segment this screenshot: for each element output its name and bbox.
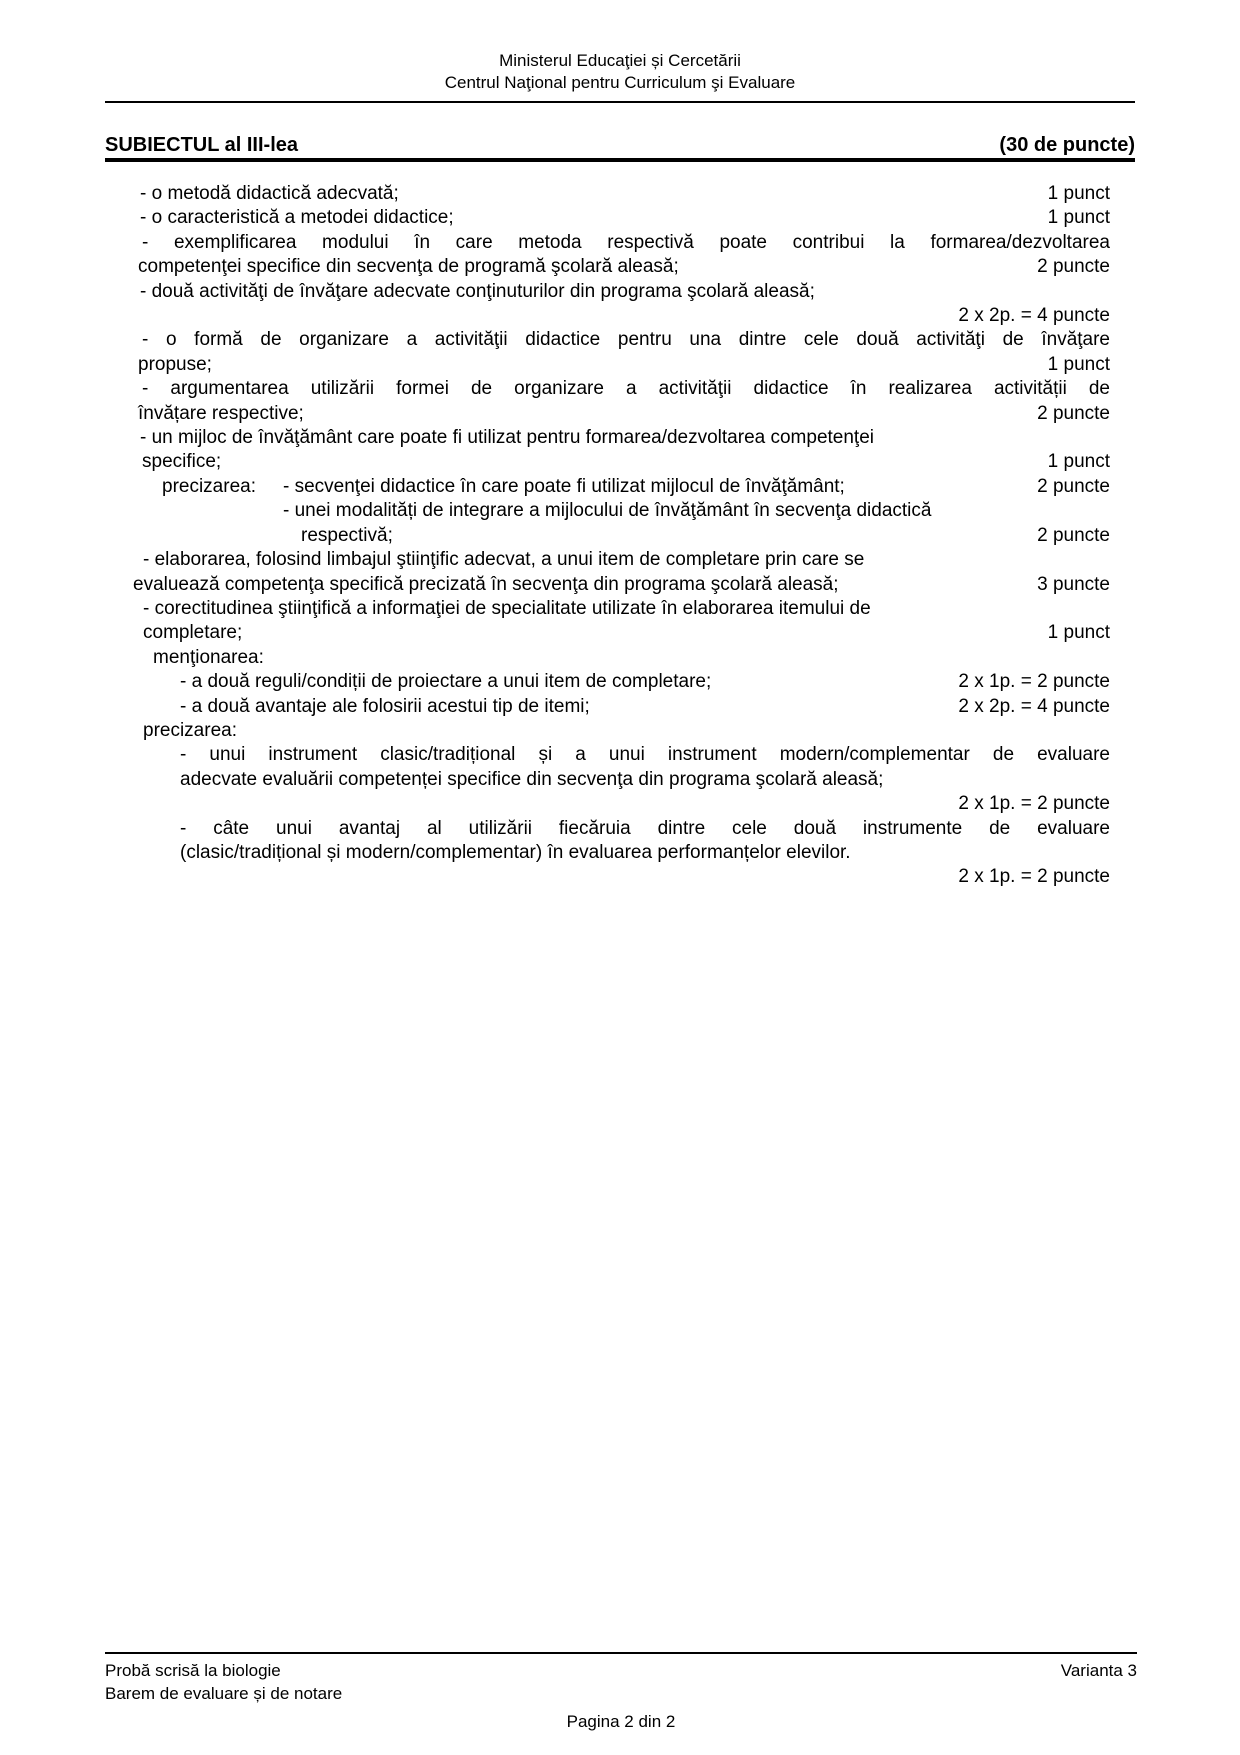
row-text: - o caracteristică a metodei didactice; <box>140 207 454 229</box>
row-left <box>138 353 212 377</box>
row-text: - câte unui avantaj al utilizării fiecăruia dintre cele două instrumente de evaluare <box>180 817 1110 839</box>
rubric-row <box>105 353 1135 377</box>
rubric-row <box>105 573 1135 597</box>
row-points: 2 puncte <box>1037 475 1110 497</box>
rubric-row <box>105 695 1135 719</box>
rubric-row <box>105 450 1135 474</box>
row-left <box>180 841 851 865</box>
row-text: (clasic/tradițional și modern/complementar) în evaluarea performanțelor elevilor. <box>180 841 851 863</box>
row-points: 2 puncte <box>1037 524 1110 546</box>
row-text: - exemplificarea modului în care metoda respectivă poate contribui la formarea/dezvoltarea <box>142 231 1110 253</box>
rubric-row <box>105 865 1135 889</box>
subject-total-points: (30 de puncte) <box>999 134 1135 156</box>
row-left <box>153 646 264 670</box>
row-left <box>140 280 815 304</box>
row-text: menţionarea: <box>153 646 264 668</box>
row-points: 2 x 1p. = 2 puncte <box>958 793 1110 815</box>
subject-title: SUBIECTUL al III-lea <box>105 134 299 156</box>
footer-variant: Varianta 3 <box>1060 1661 1137 1680</box>
row-text: propuse; <box>138 353 212 375</box>
row-text: - a două reguli/condiții de proiectare a unui item de completare; <box>180 671 712 693</box>
row-points: 1 punct <box>1047 451 1110 473</box>
rubric-row <box>105 792 1135 816</box>
row-left <box>138 255 679 279</box>
row-points: 3 puncte <box>1037 573 1110 595</box>
rubric-row <box>105 231 1135 255</box>
rubric-row <box>105 182 1135 206</box>
row-points: 1 punct <box>1047 207 1110 229</box>
rubric-row <box>105 841 1135 865</box>
row-text: - unei modalități de integrare a mijlocului de învăţământ în secvenţa didactică <box>283 500 932 522</box>
row-left <box>140 206 454 230</box>
rubric-row <box>105 255 1135 279</box>
row-points: 2 x 2p. = 4 puncte <box>958 305 1110 327</box>
row-text: - a două avantaje ale folosirii acestui tip de itemi; <box>180 695 590 717</box>
rubric-row <box>105 743 1135 767</box>
row-text: - unui instrument clasic/tradițional și a unui instrument modern/complementar de evaluare <box>180 744 1110 766</box>
subject-heading <box>105 134 1135 162</box>
rubric-row <box>105 377 1135 401</box>
rubric-row <box>105 475 1135 499</box>
ministry-header <box>105 0 1135 103</box>
row-text: - corectitudinea ştiinţifică a informaţiei de specialitate utilizate în elaborarea itemului de <box>143 597 871 619</box>
rubric-row <box>105 670 1135 694</box>
rubric-rows <box>105 182 1135 890</box>
row-left <box>143 548 864 572</box>
rubric-row <box>105 402 1135 426</box>
row-label: precizarea: <box>162 475 256 497</box>
rubric-row <box>105 426 1135 450</box>
row-left <box>140 426 874 450</box>
rubric-row <box>105 719 1135 743</box>
row-left <box>140 182 399 206</box>
rubric-row <box>105 621 1135 645</box>
row-text: - un mijloc de învăţământ care poate fi utilizat pentru formarea/dezvoltarea competenţei <box>140 427 874 449</box>
page-footer <box>105 1652 1137 1733</box>
row-points: 2 x 2p. = 4 puncte <box>958 695 1110 717</box>
row-text: competenţei specifice din secvenţa de programă şcolară aleasă; <box>138 256 679 278</box>
rubric-row <box>105 499 1135 523</box>
rubric-row <box>105 768 1135 792</box>
row-text: precizarea: <box>143 719 237 741</box>
row-left <box>180 768 883 792</box>
footer-barem-label: Barem de evaluare și de notare <box>105 1684 343 1703</box>
row-left <box>143 597 871 621</box>
row-points: 2 puncte <box>1037 402 1110 424</box>
row-points: 1 punct <box>1047 353 1110 375</box>
row-left <box>301 524 393 548</box>
row-points: 2 x 1p. = 2 puncte <box>958 671 1110 693</box>
footer-exam-type: Probă scrisă la biologie <box>105 1661 281 1680</box>
rubric-row <box>105 817 1135 841</box>
row-left <box>143 719 237 743</box>
row-text: adecvate evaluării competenței specifice din secvenţa din programa şcolară aleasă; <box>180 768 884 790</box>
row-text: - o formă de organizare a activităţii didactice pentru una dintre cele două activităţi de învăţare <box>142 329 1110 351</box>
row-text: - o metodă didactică adecvată; <box>140 183 399 204</box>
rubric-row <box>105 548 1135 572</box>
row-points: 2 x 1p. = 2 puncte <box>958 866 1110 888</box>
rubric-row <box>105 646 1135 670</box>
row-left <box>138 402 304 426</box>
row-text: - argumentarea utilizării formei de organizare a activităţii didactice în realizarea activității de <box>142 378 1110 400</box>
row-left <box>180 695 590 719</box>
row-text: - secvenţei didactice în care poate fi utilizat mijlocul de învăţământ; <box>283 475 845 497</box>
rubric-row <box>105 597 1135 621</box>
row-left <box>180 670 711 694</box>
rubric-row <box>105 280 1135 304</box>
row-left <box>143 621 242 645</box>
row-points: 1 punct <box>1047 622 1110 644</box>
row-text: învățare respective; <box>138 402 304 424</box>
row-left <box>283 499 931 523</box>
center-name: Centrul Naţional pentru Curriculum şi Evaluare <box>444 73 796 92</box>
rubric-row <box>105 206 1135 230</box>
row-text: specifice; <box>142 451 222 473</box>
rubric-row <box>105 328 1135 352</box>
row-text: - elaborarea, folosind limbajul ştiinţific adecvat, a unui item de completare prin care se <box>143 549 865 571</box>
row-text: - două activităţi de învăţare adecvate conţinuturilor din programa şcolară aleasă; <box>140 280 815 302</box>
rubric-row <box>105 304 1135 328</box>
rubric-row <box>105 524 1135 548</box>
row-points: 1 punct <box>1047 183 1110 204</box>
footer-page-number: Pagina 2 din 2 <box>566 1712 676 1731</box>
row-left <box>142 450 221 474</box>
ministry-name: Ministerul Educaţiei și Cercetării <box>499 51 741 70</box>
row-text: respectivă; <box>301 524 393 546</box>
row-text: evaluează competenţa specifică precizată în secvenţa din programa şcolară aleasă; <box>133 573 839 595</box>
row-text: completare; <box>143 622 243 644</box>
row-left <box>162 475 845 499</box>
row-left <box>133 573 839 597</box>
row-points: 2 puncte <box>1037 256 1110 278</box>
